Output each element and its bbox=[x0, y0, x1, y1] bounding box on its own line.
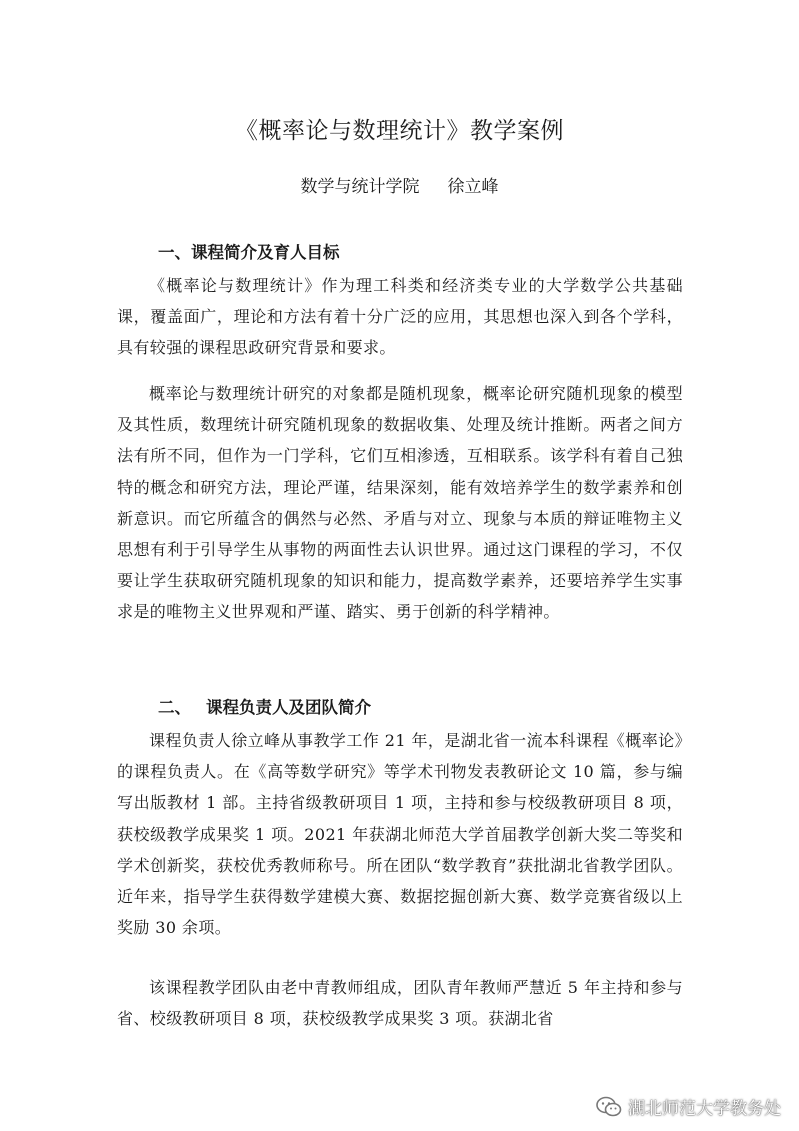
section-2-paragraph-2: 该课程教学团队由老中青教师组成，团队青年教师严慧近 5 年主持和参与省、校级教研项目 8 项，获校级教学成果奖 3 项。获湖北省 bbox=[117, 978, 683, 1029]
wechat-watermark bbox=[596, 1094, 781, 1119]
section-2-heading-number: 二、 bbox=[158, 698, 191, 717]
section-2-heading-text: 课程负责人及团队简介 bbox=[206, 698, 371, 717]
author-line bbox=[0, 172, 799, 197]
wechat-icon bbox=[596, 1096, 622, 1118]
section-2-paragraph-1: 课程负责人徐立峰从事教学工作 21 年，是湖北省一流本科课程《概率论》的课程负责人。在《高等数学研究》等学术刊物发表教研论文 10 篇，参与编写出版教材 1 部。主持省级教研项目 1 项，主持和参与校级教研项目 8 项，获校级教学成果奖 1 项。2021 年获湖北师范大学首届教学创新大奖二等奖和学术创新奖，获校优秀教师称号。所在团队“数学教育”获批湖北省教学团队。近年来，指导学生获得数学建模大赛、数据挖掘创新大赛、数学竞赛省级以上奖励 30 余项。 bbox=[117, 731, 683, 938]
section-1-paragraph-1: 《概率论与数理统计》作为理工科类和经济类专业的大学数学公共基础课，覆盖面广，理论和方法有着十分广泛的应用，其思想也深入到各个学科，具有较强的课程思政研究背景和要求。 bbox=[117, 276, 683, 358]
section-1-heading: 一、课程简介及育人目标 bbox=[158, 243, 340, 262]
author-name: 徐立峰 bbox=[447, 177, 499, 197]
watermark-text: 湖北师范大学教务处 bbox=[628, 1099, 781, 1119]
section-2-heading bbox=[158, 694, 371, 718]
section-1-paragraph-2: 概率论与数理统计研究的对象都是随机现象，概率论研究随机现象的模型及其性质，数理统计研究随机现象的数据收集、处理及统计推断。两者之间方法有所不同，但作为一门学科，它们互相渗透，互相联系。该学科有着自己独特的概念和研究方法，理论严谨，结果深刻，能有效培养学生的数学素养和创新意识。而它所蕴含的偶然与必然、矛盾与对立、现象与本质的辩证唯物主义思想有利于引导学生从事物的两面性去认识世界。通过这门课程的学习，不仅要让学生获取研究随机现象的知识和能力，提高数学素养，还要培养学生实事求是的唯物主义世界观和严谨、踏实、勇于创新的科学精神。 bbox=[117, 384, 683, 622]
author-college: 数学与统计学院 bbox=[300, 177, 420, 197]
document-title: 《概率论与数理统计》教学案例 bbox=[235, 118, 564, 144]
